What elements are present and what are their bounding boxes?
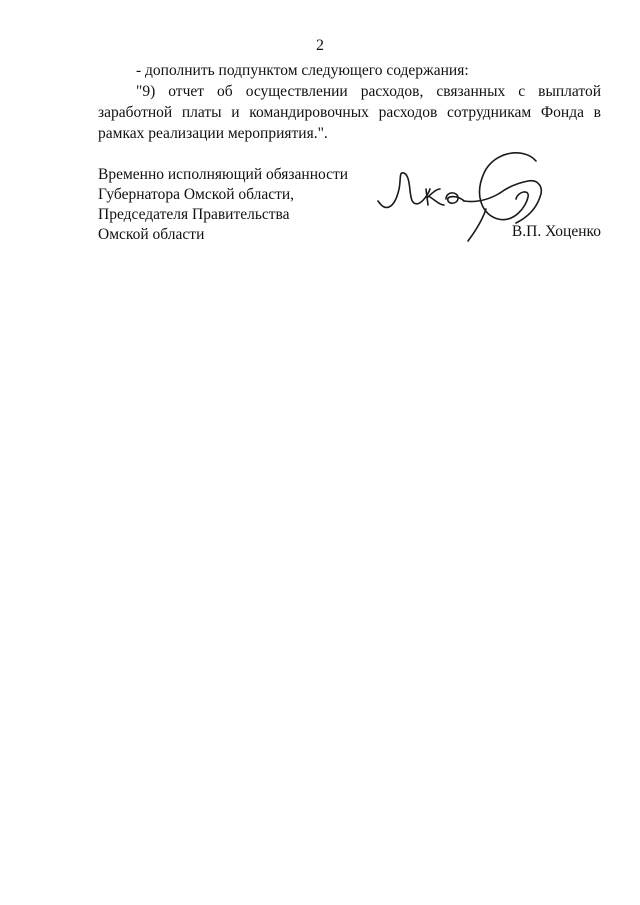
signer-position [98, 165, 398, 245]
signature-block [98, 165, 601, 255]
signature-stroke [468, 209, 486, 241]
signature-stroke [480, 153, 536, 220]
position-line: Председателя Правительства [98, 206, 290, 223]
position-line: Временно исполняющий обязанности [98, 166, 349, 183]
page-number: 2 [316, 37, 324, 54]
paragraph-amendment: - дополнить подпунктом следующего содержания: [136, 62, 469, 79]
signer-name: В.П. Хоценко [511, 223, 601, 240]
paragraph-subclause-9: "9) отчет об осуществлении расходов, связанных с выплатой заработной платы и командировочных расходов сотрудникам Фонда в рамках реализации мероприятия.". [98, 83, 601, 142]
body-text [98, 60, 601, 144]
position-line: Губернатора Омской области, [98, 186, 295, 203]
signature-stroke [500, 181, 541, 223]
position-line: Омской области [98, 226, 205, 243]
signature-stroke [378, 173, 430, 208]
signature-stroke [446, 193, 464, 203]
signature-stroke [464, 193, 500, 202]
